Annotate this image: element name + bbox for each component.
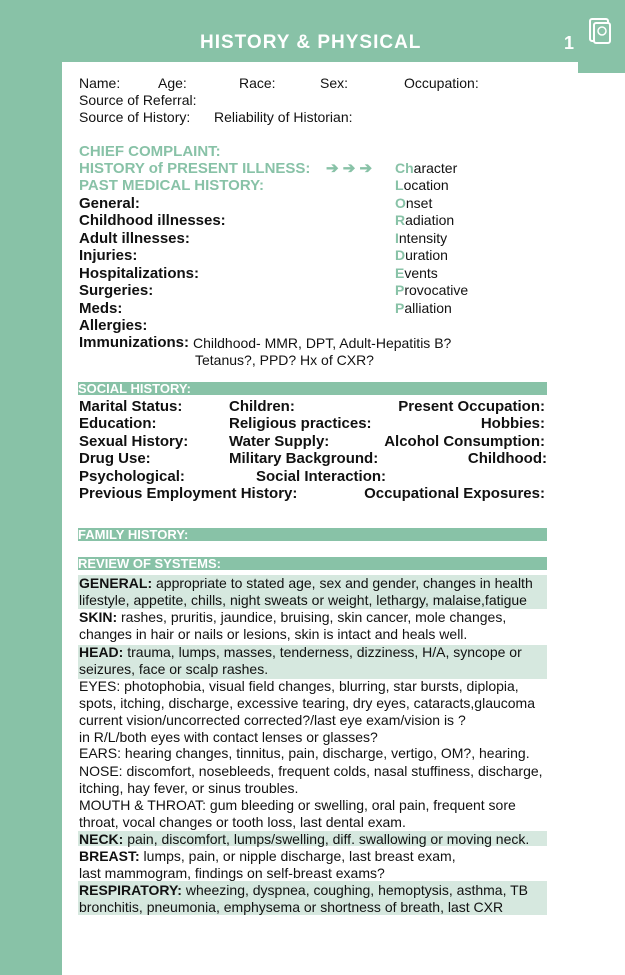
occupational-exposures: Occupational Exposures: bbox=[364, 485, 545, 502]
left-margin-bar bbox=[0, 0, 62, 975]
chief-complaint-heading: CHIEF COMPLAINT: bbox=[79, 143, 221, 160]
drug-use: Drug Use: bbox=[79, 450, 151, 467]
mnemonic-provocative: Provocative bbox=[395, 282, 469, 298]
pmh-hospitalizations: Hospitalizations: bbox=[79, 265, 200, 282]
book-icon bbox=[588, 17, 612, 45]
ros-breast-line1: BREAST: lumps, pain, or nipple discharge, last breast exam, bbox=[79, 848, 456, 864]
source-referral-label: Source of Referral: bbox=[79, 92, 197, 108]
page-number: 1 bbox=[564, 33, 575, 53]
pmh-allergies: Allergies: bbox=[79, 317, 148, 334]
ros-head-line1: HEAD: trauma, lumps, masses, tenderness, dizziness, H/A, syncope or bbox=[79, 644, 522, 660]
family-history-heading: FAMILY HISTORY: bbox=[78, 528, 547, 541]
pmh-adult: Adult illnesses: bbox=[79, 230, 190, 247]
occupation-label: Occupation: bbox=[404, 75, 479, 91]
ros-neck-line1: NECK: pain, discomfort, lumps/swelling, diff. swallowing or moving neck. bbox=[79, 831, 530, 847]
hpi-arrows: ➔ ➔ ➔ bbox=[326, 160, 373, 177]
mnemonic-onset: Onset bbox=[395, 195, 433, 211]
ros-eyes-line2: spots, itching, discharge, excessive tearing, dry eyes, cataracts,glaucoma bbox=[79, 695, 535, 711]
education: Education: bbox=[79, 415, 157, 432]
hobbies: Hobbies: bbox=[480, 415, 545, 432]
age-label: Age: bbox=[158, 75, 187, 91]
hpi-heading: HISTORY of PRESENT ILLNESS: bbox=[79, 160, 311, 177]
ros-eyes-line3: current vision/uncorrected corrected?/last eye exam/vision is ? bbox=[79, 712, 466, 728]
pmh-meds: Meds: bbox=[79, 300, 123, 317]
sex-label: Sex: bbox=[320, 75, 349, 91]
marital-status: Marital Status: bbox=[79, 398, 183, 415]
ros-resp-line1: RESPIRATORY: wheezing, dyspnea, coughing, hemoptysis, asthma, TB bbox=[79, 882, 528, 898]
pmh-injuries: Injuries: bbox=[79, 247, 138, 264]
psychological: Psychological: bbox=[79, 468, 185, 485]
previous-employment: Previous Employment History: bbox=[79, 485, 298, 502]
childhood: Childhood: bbox=[467, 450, 547, 467]
mnemonic-duration: Duration bbox=[395, 247, 448, 263]
water-supply: Water Supply: bbox=[229, 433, 330, 450]
sexual-history: Sexual History: bbox=[79, 433, 189, 450]
mnemonic-intensity: Intensity bbox=[395, 230, 448, 246]
pmh-childhood: Childhood illnesses: bbox=[79, 212, 226, 229]
pmh-surgeries: Surgeries: bbox=[79, 282, 154, 299]
ros-general-line2: lifestyle, appetite, chills, night sweats or weight, lethargy, malaise,fatigue bbox=[79, 592, 527, 608]
mnemonic-events: Events bbox=[395, 265, 438, 281]
ros-heading: REVIEW OF SYSTEMS: bbox=[78, 557, 547, 570]
ros-breast-line2: last mammogram, findings on self-breast exams? bbox=[79, 865, 385, 881]
alcohol-consumption: Alcohol Consumption: bbox=[384, 433, 545, 450]
ros-skin-line1: SKIN: rashes, pruritis, jaundice, bruising, skin cancer, mole changes, bbox=[79, 609, 507, 625]
mnemonic-radiation: Radiation bbox=[395, 212, 455, 228]
military-background: Military Background: bbox=[229, 450, 379, 467]
ros-mouth-line1: MOUTH & THROAT: gum bleeding or swelling, oral pain, frequent sore bbox=[79, 797, 516, 813]
social-history-heading: SOCIAL HISTORY: bbox=[78, 382, 547, 395]
ros-mouth-line2: throat, vocal changes or tooth loss, last dental exam. bbox=[79, 814, 406, 830]
ros-skin-line2: changes in hair or nails or lesions, skin is intact and heals well. bbox=[79, 626, 468, 642]
ros-nose-line1: NOSE: discomfort, nosebleeds, frequent colds, nasal stuffiness, discharge, bbox=[79, 763, 543, 779]
pmh-general: General: bbox=[79, 195, 140, 212]
ros-eyes-line4: in R/L/both eyes with contact lenses or glasses? bbox=[79, 729, 378, 745]
ros-general-line1: GENERAL: appropriate to stated age, sex and gender, changes in health bbox=[79, 575, 533, 591]
religious-practices: Religious practices: bbox=[229, 415, 372, 432]
ros-head-line2: seizures, face or scalp rashes. bbox=[79, 661, 269, 677]
present-occupation: Present Occupation: bbox=[398, 398, 545, 415]
name-label: Name: bbox=[79, 75, 121, 91]
page-title: HISTORY & PHYSICAL bbox=[200, 32, 422, 53]
race-label: Race: bbox=[239, 75, 276, 91]
ros-resp-line2: bronchitis, pneumonia, emphysema or shortness of breath, last CXR bbox=[79, 899, 504, 915]
social-interaction: Social Interaction: bbox=[256, 468, 387, 485]
immunizations-label: Immunizations: bbox=[79, 334, 190, 351]
reliability-label: Reliability of Historian: bbox=[214, 109, 353, 125]
ros-ears-line1: EARS: hearing changes, tinnitus, pain, discharge, vertigo, OM?, hearing. bbox=[79, 745, 530, 761]
mnemonic-character: Character bbox=[395, 160, 458, 176]
source-history-label: Source of History: bbox=[79, 109, 191, 125]
mnemonic-palliation: Palliation bbox=[395, 300, 452, 316]
pmh-heading: PAST MEDICAL HISTORY: bbox=[79, 177, 265, 194]
ros-eyes-line1: EYES: photophobia, visual field changes, blurring, star bursts, diplopia, bbox=[79, 678, 519, 694]
mnemonic-location: Location bbox=[395, 177, 449, 193]
children: Children: bbox=[229, 398, 295, 415]
ros-nose-line2: itching, hay fever, or sinus troubles. bbox=[79, 780, 299, 796]
immunizations-line1: Childhood- MMR, DPT, Adult-Hepatitis B? bbox=[193, 335, 452, 351]
immunizations-line2: Tetanus?, PPD? Hx of CXR? bbox=[195, 352, 374, 368]
